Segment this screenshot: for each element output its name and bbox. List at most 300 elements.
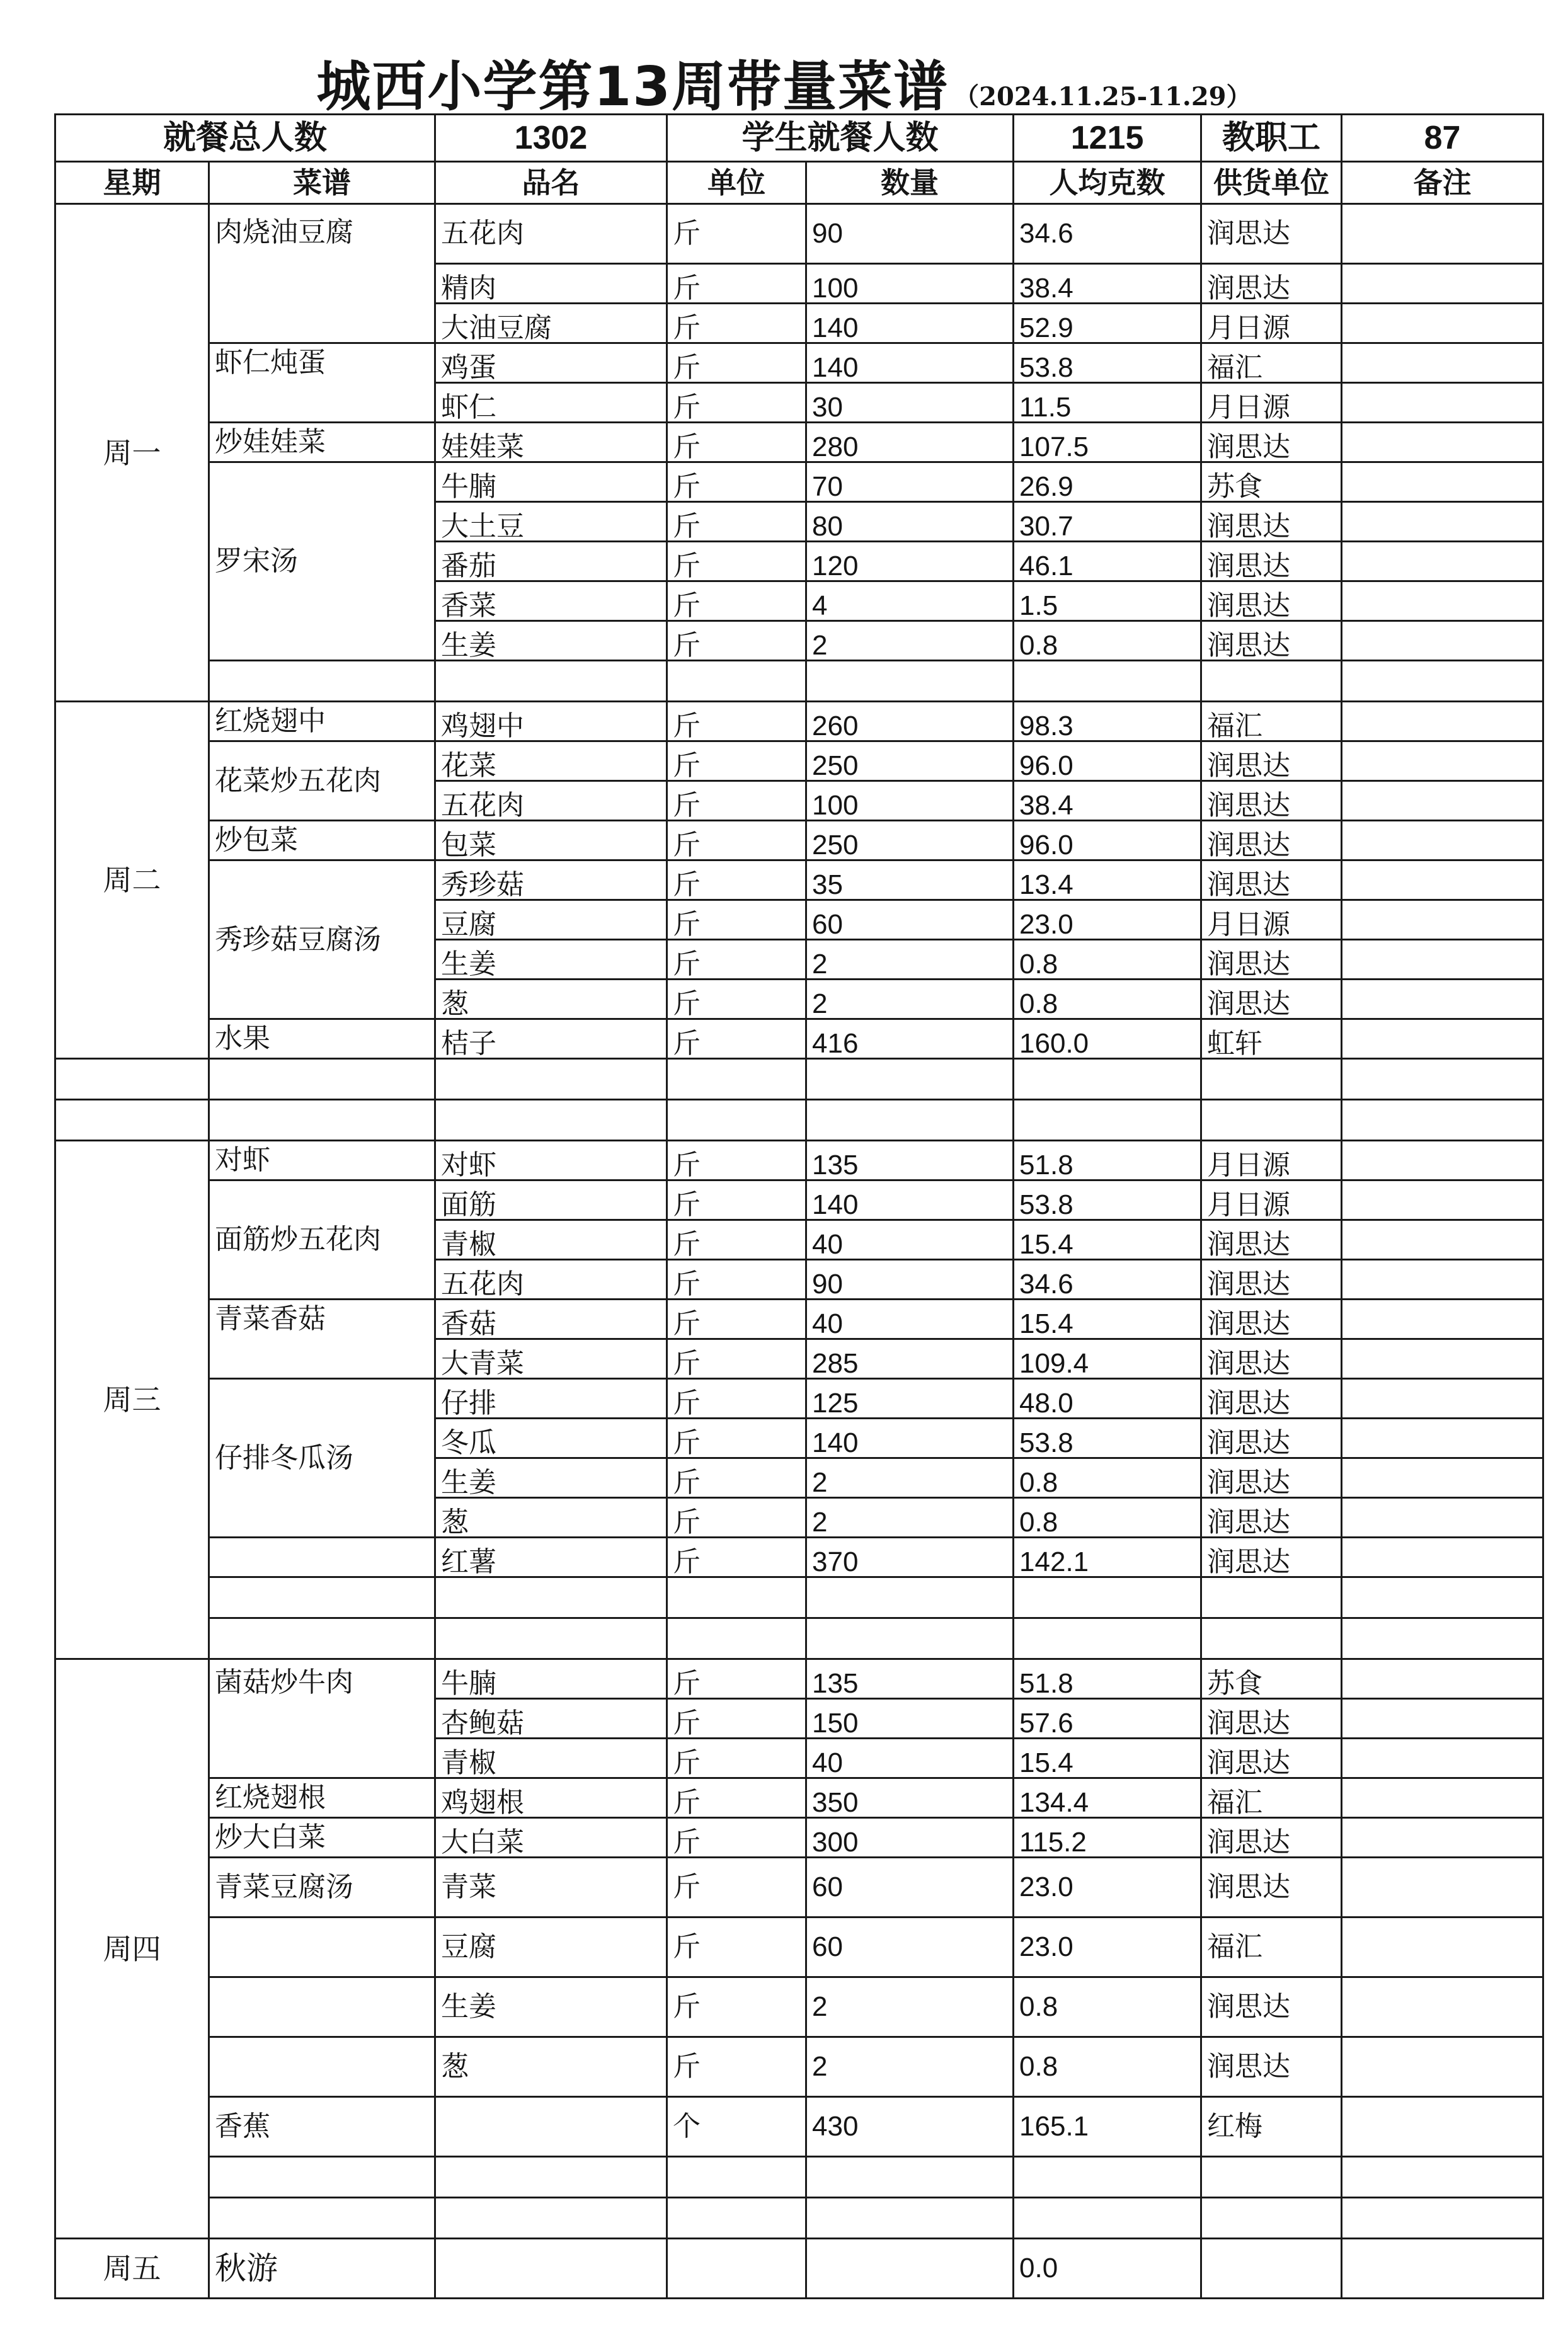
per-cell: 142.1 xyxy=(1014,1538,1201,1577)
day-cell: 周一 xyxy=(55,204,209,702)
remark-cell xyxy=(1342,1498,1543,1538)
remark-cell xyxy=(1342,2097,1543,2157)
table-row xyxy=(55,702,1543,741)
item-cell: 五花肉 xyxy=(435,1260,667,1300)
item-cell: 秀珍菇 xyxy=(435,860,667,900)
remark-cell xyxy=(1342,900,1543,940)
unit-cell: 斤 xyxy=(667,621,806,661)
student-diners-value: 1215 xyxy=(1014,115,1201,162)
unit-cell: 斤 xyxy=(667,1419,806,1458)
qty-cell: 135 xyxy=(806,1141,1014,1180)
per-cell: 160.0 xyxy=(1014,1019,1201,1059)
remark-cell xyxy=(1342,1858,1543,1918)
supplier-cell: 虹轩 xyxy=(1201,1019,1342,1059)
remark-cell xyxy=(1342,383,1543,423)
dish-cell: 对虾 xyxy=(209,1141,435,1180)
remark-cell xyxy=(1342,1818,1543,1858)
unit-cell: 斤 xyxy=(667,860,806,900)
dish-cell: 秀珍菇豆腐汤 xyxy=(209,860,435,1019)
item-cell: 面筋 xyxy=(435,1180,667,1220)
item-cell: 青菜 xyxy=(435,1858,667,1918)
unit-cell xyxy=(667,2239,806,2299)
remark-cell xyxy=(1342,304,1543,343)
remark-cell xyxy=(1342,423,1543,462)
unit-cell: 斤 xyxy=(667,900,806,940)
dish-cell: 菌菇炒牛肉 xyxy=(209,1659,435,1778)
table-row xyxy=(55,1379,1543,1419)
staff-label: 教职工 xyxy=(1201,115,1342,162)
remark-cell xyxy=(1342,581,1543,621)
unit-cell: 斤 xyxy=(667,1659,806,1699)
table-row xyxy=(55,1659,1543,1699)
qty-cell: 70 xyxy=(806,462,1014,502)
item-cell: 番茄 xyxy=(435,542,667,581)
supplier-cell: 福汇 xyxy=(1201,702,1342,741)
remark-cell xyxy=(1342,462,1543,502)
table-row xyxy=(55,1977,1543,2037)
per-cell: 13.4 xyxy=(1014,860,1201,900)
table-row xyxy=(55,1300,1543,1339)
total-diners-label: 就餐总人数 xyxy=(55,115,435,162)
blank-row xyxy=(55,1618,1543,1659)
item-cell xyxy=(435,2239,667,2299)
remark-cell xyxy=(1342,1918,1543,1977)
dish-cell: 面筋炒五花肉 xyxy=(209,1180,435,1300)
per-cell: 46.1 xyxy=(1014,542,1201,581)
qty-cell: 60 xyxy=(806,1918,1014,1977)
supplier-cell: 红梅 xyxy=(1201,2097,1342,2157)
item-cell: 娃娃菜 xyxy=(435,423,667,462)
remark-cell xyxy=(1342,1300,1543,1339)
remark-cell xyxy=(1342,940,1543,980)
unit-cell: 斤 xyxy=(667,702,806,741)
supplier-cell: 润思达 xyxy=(1201,1220,1342,1260)
header-quantity: 数量 xyxy=(806,162,1014,204)
day-cell: 周二 xyxy=(55,702,209,1059)
blank-row xyxy=(55,661,1543,702)
qty-cell: 2 xyxy=(806,621,1014,661)
qty-cell: 250 xyxy=(806,821,1014,860)
remark-cell xyxy=(1342,343,1543,383)
remark-cell xyxy=(1342,1180,1543,1220)
qty-cell: 150 xyxy=(806,1699,1014,1739)
per-cell: 34.6 xyxy=(1014,204,1201,264)
supplier-cell: 月日源 xyxy=(1201,1180,1342,1220)
per-cell: 30.7 xyxy=(1014,502,1201,542)
qty-cell: 90 xyxy=(806,204,1014,264)
qty-cell: 40 xyxy=(806,1220,1014,1260)
per-cell: 38.4 xyxy=(1014,264,1201,304)
supplier-cell: 月日源 xyxy=(1201,900,1342,940)
remark-cell xyxy=(1342,781,1543,821)
supplier-cell: 润思达 xyxy=(1201,204,1342,264)
remark-cell xyxy=(1342,1538,1543,1577)
unit-cell: 斤 xyxy=(667,980,806,1019)
item-cell: 香菜 xyxy=(435,581,667,621)
header-supplier: 供货单位 xyxy=(1201,162,1342,204)
item-cell: 杏鲍菇 xyxy=(435,1699,667,1739)
qty-cell: 416 xyxy=(806,1019,1014,1059)
supplier-cell: 润思达 xyxy=(1201,1818,1342,1858)
page-title: 城西小学第13周带量菜谱 xyxy=(316,55,949,118)
menu-table xyxy=(54,113,1544,2299)
supplier-cell: 福汇 xyxy=(1201,1918,1342,1977)
supplier-cell: 月日源 xyxy=(1201,304,1342,343)
qty-cell: 100 xyxy=(806,781,1014,821)
table-row xyxy=(55,2037,1543,2097)
qty-cell: 250 xyxy=(806,741,1014,781)
per-cell: 109.4 xyxy=(1014,1339,1201,1379)
per-cell: 0.8 xyxy=(1014,1977,1201,2037)
supplier-cell: 润思达 xyxy=(1201,1458,1342,1498)
dish-cell: 仔排冬瓜汤 xyxy=(209,1379,435,1538)
item-cell: 花菜 xyxy=(435,741,667,781)
qty-cell: 350 xyxy=(806,1778,1014,1818)
unit-cell: 斤 xyxy=(667,462,806,502)
item-cell xyxy=(435,2097,667,2157)
qty-cell: 140 xyxy=(806,304,1014,343)
qty-cell: 135 xyxy=(806,1659,1014,1699)
supplier-cell: 润思达 xyxy=(1201,2037,1342,2097)
unit-cell: 斤 xyxy=(667,1977,806,2037)
unit-cell: 斤 xyxy=(667,1141,806,1180)
item-cell: 对虾 xyxy=(435,1141,667,1180)
qty-cell: 90 xyxy=(806,1260,1014,1300)
qty-cell: 260 xyxy=(806,702,1014,741)
supplier-cell: 润思达 xyxy=(1201,940,1342,980)
item-cell: 大青菜 xyxy=(435,1339,667,1379)
blank-row xyxy=(55,1577,1543,1618)
table-row xyxy=(55,1180,1543,1220)
remark-cell xyxy=(1342,1977,1543,2037)
unit-cell: 斤 xyxy=(667,1300,806,1339)
supplier-cell: 润思达 xyxy=(1201,1538,1342,1577)
supplier-cell: 润思达 xyxy=(1201,1739,1342,1778)
header-unit: 单位 xyxy=(667,162,806,204)
qty-cell: 300 xyxy=(806,1818,1014,1858)
per-cell: 0.0 xyxy=(1014,2239,1201,2299)
qty-cell: 430 xyxy=(806,2097,1014,2157)
table-row xyxy=(55,1818,1543,1858)
supplier-cell: 润思达 xyxy=(1201,1339,1342,1379)
title-row xyxy=(0,43,1568,121)
dish-cell: 肉烧油豆腐 xyxy=(209,204,435,343)
supplier-cell: 润思达 xyxy=(1201,781,1342,821)
supplier-cell: 福汇 xyxy=(1201,1778,1342,1818)
dish-cell: 红烧翅根 xyxy=(209,1778,435,1818)
qty-cell: 40 xyxy=(806,1300,1014,1339)
unit-cell: 斤 xyxy=(667,502,806,542)
dish-cell: 炒娃娃菜 xyxy=(209,423,435,462)
remark-cell xyxy=(1342,1778,1543,1818)
remark-cell xyxy=(1342,1419,1543,1458)
table-row xyxy=(55,1019,1543,1059)
remark-cell xyxy=(1342,1379,1543,1419)
per-cell: 96.0 xyxy=(1014,821,1201,860)
per-cell: 15.4 xyxy=(1014,1300,1201,1339)
student-diners-label: 学生就餐人数 xyxy=(667,115,1014,162)
qty-cell: 80 xyxy=(806,502,1014,542)
header-row xyxy=(55,162,1543,204)
unit-cell: 斤 xyxy=(667,2037,806,2097)
per-cell: 53.8 xyxy=(1014,1419,1201,1458)
supplier-cell: 润思达 xyxy=(1201,1300,1342,1339)
per-cell: 1.5 xyxy=(1014,581,1201,621)
item-cell: 大土豆 xyxy=(435,502,667,542)
item-cell: 包菜 xyxy=(435,821,667,860)
item-cell: 生姜 xyxy=(435,940,667,980)
supplier-cell: 润思达 xyxy=(1201,1498,1342,1538)
header-remarks: 备注 xyxy=(1342,162,1543,204)
item-cell: 牛腩 xyxy=(435,462,667,502)
unit-cell: 斤 xyxy=(667,304,806,343)
per-cell: 48.0 xyxy=(1014,1379,1201,1419)
blank-row xyxy=(55,2198,1543,2239)
table-row xyxy=(55,423,1543,462)
per-cell: 98.3 xyxy=(1014,702,1201,741)
unit-cell: 斤 xyxy=(667,1739,806,1778)
qty-cell: 2 xyxy=(806,2037,1014,2097)
per-cell: 52.9 xyxy=(1014,304,1201,343)
item-cell: 鸡翅根 xyxy=(435,1778,667,1818)
per-cell: 0.8 xyxy=(1014,621,1201,661)
per-cell: 51.8 xyxy=(1014,1141,1201,1180)
remark-cell xyxy=(1342,542,1543,581)
qty-cell: 30 xyxy=(806,383,1014,423)
per-cell: 0.8 xyxy=(1014,2037,1201,2097)
per-cell: 107.5 xyxy=(1014,423,1201,462)
remark-cell xyxy=(1342,980,1543,1019)
table-row xyxy=(55,2239,1543,2299)
unit-cell: 斤 xyxy=(667,1220,806,1260)
unit-cell: 斤 xyxy=(667,1180,806,1220)
unit-cell: 斤 xyxy=(667,821,806,860)
supplier-cell: 润思达 xyxy=(1201,581,1342,621)
item-cell: 青椒 xyxy=(435,1739,667,1778)
remark-cell xyxy=(1342,1019,1543,1059)
item-cell: 豆腐 xyxy=(435,1918,667,1977)
supplier-cell: 润思达 xyxy=(1201,264,1342,304)
item-cell: 鸡翅中 xyxy=(435,702,667,741)
item-cell: 葱 xyxy=(435,1498,667,1538)
per-cell: 0.8 xyxy=(1014,940,1201,980)
supplier-cell: 苏食 xyxy=(1201,462,1342,502)
qty-cell: 2 xyxy=(806,1458,1014,1498)
dish-cell: 炒大白菜 xyxy=(209,1818,435,1858)
dish-cell: 青菜香菇 xyxy=(209,1300,435,1379)
qty-cell: 2 xyxy=(806,940,1014,980)
remark-cell xyxy=(1342,860,1543,900)
unit-cell: 斤 xyxy=(667,423,806,462)
dish-cell xyxy=(209,1977,435,2037)
dish-cell: 罗宋汤 xyxy=(209,462,435,661)
unit-cell: 斤 xyxy=(667,1339,806,1379)
supplier-cell: 润思达 xyxy=(1201,502,1342,542)
supplier-cell: 润思达 xyxy=(1201,1977,1342,2037)
unit-cell: 斤 xyxy=(667,1778,806,1818)
dish-cell xyxy=(209,1918,435,1977)
unit-cell: 斤 xyxy=(667,1699,806,1739)
header-dish: 菜谱 xyxy=(209,162,435,204)
qty-cell: 280 xyxy=(806,423,1014,462)
dish-cell: 水果 xyxy=(209,1019,435,1059)
item-cell: 五花肉 xyxy=(435,204,667,264)
per-cell: 34.6 xyxy=(1014,1260,1201,1300)
supplier-cell: 润思达 xyxy=(1201,1699,1342,1739)
dish-cell xyxy=(209,2037,435,2097)
table-row xyxy=(55,462,1543,502)
header-grams-per-person: 人均克数 xyxy=(1014,162,1201,204)
table-row xyxy=(55,2097,1543,2157)
per-cell: 23.0 xyxy=(1014,1918,1201,1977)
supplier-cell: 福汇 xyxy=(1201,343,1342,383)
unit-cell: 斤 xyxy=(667,1019,806,1059)
unit-cell: 斤 xyxy=(667,204,806,264)
unit-cell: 斤 xyxy=(667,383,806,423)
qty-cell: 140 xyxy=(806,343,1014,383)
day-cell: 周四 xyxy=(55,1659,209,2239)
per-cell: 26.9 xyxy=(1014,462,1201,502)
supplier-cell: 润思达 xyxy=(1201,980,1342,1019)
dish-cell xyxy=(209,1538,435,1577)
qty-cell: 4 xyxy=(806,581,1014,621)
supplier-cell: 润思达 xyxy=(1201,621,1342,661)
unit-cell: 斤 xyxy=(667,542,806,581)
dish-cell: 青菜豆腐汤 xyxy=(209,1858,435,1918)
unit-cell: 斤 xyxy=(667,940,806,980)
total-diners-value: 1302 xyxy=(435,115,667,162)
table-row xyxy=(55,1858,1543,1918)
unit-cell: 斤 xyxy=(667,1379,806,1419)
qty-cell: 2 xyxy=(806,1498,1014,1538)
blank-row xyxy=(55,2157,1543,2198)
supplier-cell: 润思达 xyxy=(1201,542,1342,581)
qty-cell: 285 xyxy=(806,1339,1014,1379)
unit-cell: 斤 xyxy=(667,781,806,821)
per-cell: 115.2 xyxy=(1014,1818,1201,1858)
dish-cell: 炒包菜 xyxy=(209,821,435,860)
item-cell: 冬瓜 xyxy=(435,1419,667,1458)
dish-cell: 香蕉 xyxy=(209,2097,435,2157)
per-cell: 0.8 xyxy=(1014,1458,1201,1498)
remark-cell xyxy=(1342,1739,1543,1778)
remark-cell xyxy=(1342,2037,1543,2097)
item-cell: 葱 xyxy=(435,2037,667,2097)
per-cell: 53.8 xyxy=(1014,343,1201,383)
dish-cell: 虾仁炖蛋 xyxy=(209,343,435,423)
supplier-cell: 润思达 xyxy=(1201,1858,1342,1918)
qty-cell: 140 xyxy=(806,1180,1014,1220)
supplier-cell xyxy=(1201,2239,1342,2299)
remark-cell xyxy=(1342,621,1543,661)
item-cell: 生姜 xyxy=(435,621,667,661)
remark-cell xyxy=(1342,264,1543,304)
supplier-cell: 润思达 xyxy=(1201,1419,1342,1458)
supplier-cell: 润思达 xyxy=(1201,1379,1342,1419)
item-cell: 精肉 xyxy=(435,264,667,304)
item-cell: 桔子 xyxy=(435,1019,667,1059)
qty-cell: 2 xyxy=(806,1977,1014,2037)
table-row xyxy=(55,1778,1543,1818)
qty-cell: 40 xyxy=(806,1739,1014,1778)
remark-cell xyxy=(1342,1220,1543,1260)
supplier-cell: 月日源 xyxy=(1201,383,1342,423)
qty-cell: 2 xyxy=(806,980,1014,1019)
staff-value: 87 xyxy=(1342,115,1543,162)
table-row xyxy=(55,821,1543,860)
table-row xyxy=(55,741,1543,781)
table-row xyxy=(55,1918,1543,1977)
item-cell: 葱 xyxy=(435,980,667,1019)
per-cell: 23.0 xyxy=(1014,1858,1201,1918)
qty-cell: 100 xyxy=(806,264,1014,304)
item-cell: 大白菜 xyxy=(435,1818,667,1858)
table-row xyxy=(55,860,1543,900)
per-cell: 0.8 xyxy=(1014,1498,1201,1538)
unit-cell: 斤 xyxy=(667,1858,806,1918)
remark-cell xyxy=(1342,741,1543,781)
qty-cell: 35 xyxy=(806,860,1014,900)
unit-cell: 斤 xyxy=(667,581,806,621)
qty-cell: 370 xyxy=(806,1538,1014,1577)
remark-cell xyxy=(1342,1141,1543,1180)
per-cell: 134.4 xyxy=(1014,1778,1201,1818)
remark-cell xyxy=(1342,2239,1543,2299)
day-cell: 周三 xyxy=(55,1141,209,1659)
header-item: 品名 xyxy=(435,162,667,204)
table-row xyxy=(55,204,1543,264)
summary-row xyxy=(55,115,1543,162)
unit-cell: 斤 xyxy=(667,741,806,781)
qty-cell: 120 xyxy=(806,542,1014,581)
remark-cell xyxy=(1342,1339,1543,1379)
item-cell: 青椒 xyxy=(435,1220,667,1260)
remark-cell xyxy=(1342,1659,1543,1699)
table-row xyxy=(55,343,1543,383)
per-cell: 96.0 xyxy=(1014,741,1201,781)
remark-cell xyxy=(1342,1260,1543,1300)
header-weekday: 星期 xyxy=(55,162,209,204)
supplier-cell: 润思达 xyxy=(1201,741,1342,781)
qty-cell: 125 xyxy=(806,1379,1014,1419)
unit-cell: 斤 xyxy=(667,1498,806,1538)
per-cell: 165.1 xyxy=(1014,2097,1201,2157)
qty-cell: 140 xyxy=(806,1419,1014,1458)
per-cell: 51.8 xyxy=(1014,1659,1201,1699)
supplier-cell: 润思达 xyxy=(1201,860,1342,900)
item-cell: 豆腐 xyxy=(435,900,667,940)
per-cell: 11.5 xyxy=(1014,383,1201,423)
item-cell: 生姜 xyxy=(435,1458,667,1498)
item-cell: 香菇 xyxy=(435,1300,667,1339)
supplier-cell: 月日源 xyxy=(1201,1141,1342,1180)
per-cell: 57.6 xyxy=(1014,1699,1201,1739)
item-cell: 鸡蛋 xyxy=(435,343,667,383)
per-cell: 53.8 xyxy=(1014,1180,1201,1220)
remark-cell xyxy=(1342,702,1543,741)
per-cell: 0.8 xyxy=(1014,980,1201,1019)
item-cell: 红薯 xyxy=(435,1538,667,1577)
qty-cell: 60 xyxy=(806,1858,1014,1918)
dish-cell: 红烧翅中 xyxy=(209,702,435,741)
unit-cell: 斤 xyxy=(667,1818,806,1858)
dish-cell: 秋游 xyxy=(209,2239,435,2299)
unit-cell: 斤 xyxy=(667,264,806,304)
item-cell: 生姜 xyxy=(435,1977,667,2037)
blank-row xyxy=(55,1100,1543,1141)
item-cell: 牛腩 xyxy=(435,1659,667,1699)
item-cell: 仔排 xyxy=(435,1379,667,1419)
